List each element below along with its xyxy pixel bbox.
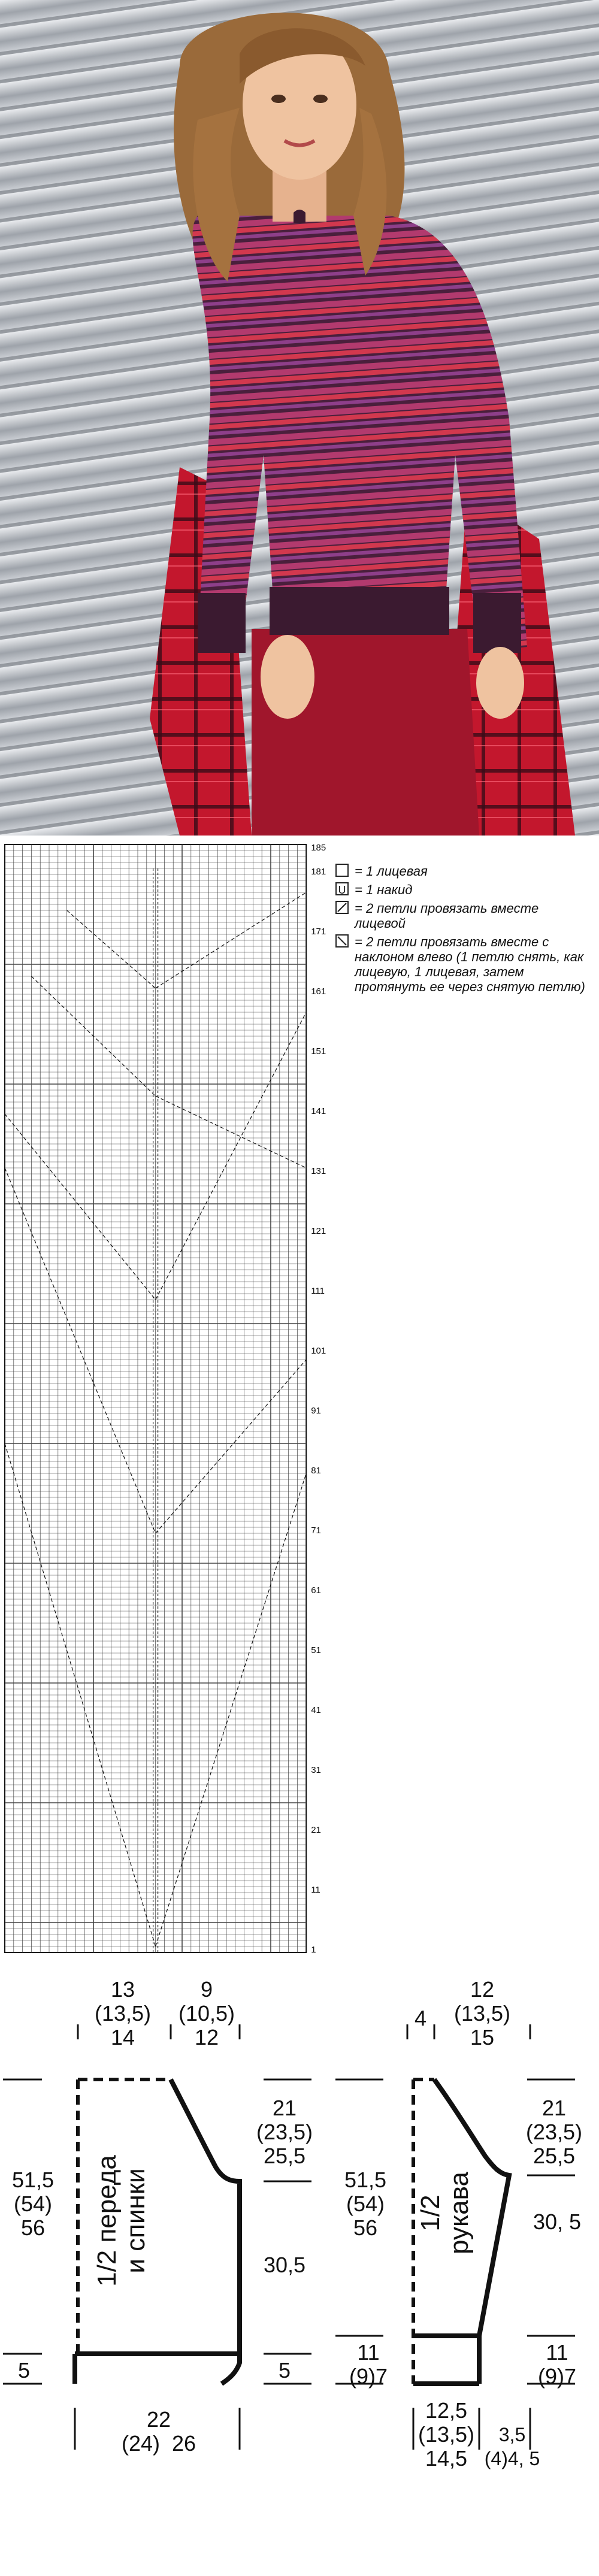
row-number-label: 101: [311, 1346, 326, 1356]
knit-stitch-symbol: [335, 864, 349, 877]
row-number-label: 31: [311, 1765, 321, 1775]
knitting-chart: [0, 839, 599, 1976]
measure-text: 26: [172, 2431, 196, 2456]
legend-text: = 1 лицевая: [355, 864, 428, 879]
measure-text: 56: [20, 2215, 46, 2240]
body-hem-left: 5: [17, 2358, 31, 2383]
measure-text: 11: [546, 2340, 568, 2365]
piece-label-text: 1/2 переда: [92, 2155, 122, 2287]
measure-text: (54): [13, 2191, 53, 2216]
measure-text: (13,5): [94, 2001, 152, 2026]
row-number-label: 131: [311, 1166, 326, 1176]
measure-text: 21: [272, 2096, 297, 2120]
row-number-label: 61: [311, 1585, 321, 1596]
row-number-label: 11: [311, 1885, 320, 1895]
measure-text: 14,5: [425, 2446, 468, 2471]
row-number-label: 81: [311, 1466, 321, 1476]
measure-text: 12,5: [425, 2398, 468, 2423]
measure-text: (23,5): [256, 2120, 313, 2144]
body-side-length: 30,5: [263, 2253, 306, 2277]
row-number-label: 181: [311, 867, 326, 877]
measure-text: 14: [110, 2025, 135, 2050]
measure-text: (13,5): [418, 2422, 475, 2447]
row-number-label: 185: [311, 843, 326, 853]
sleeve-cuff-right: [527, 2341, 587, 2389]
sleeve-bottom-width: [413, 2399, 479, 2471]
sleeve-cap-left: 4: [414, 2006, 427, 2030]
measure-text: 25,5: [533, 2144, 576, 2168]
measure-text: 12: [194, 2025, 219, 2050]
body-piece-label: [93, 2131, 153, 2311]
measure-text: 15: [470, 2025, 495, 2050]
k2tog-left-symbol: [335, 934, 349, 948]
body-top-right-width: [171, 1978, 243, 2050]
measure-text: 51,5: [11, 2168, 55, 2192]
row-number-label: 161: [311, 986, 326, 997]
row-number-label: 41: [311, 1705, 321, 1715]
body-bottom-width: [90, 2408, 228, 2456]
sleeve-piece-label: [416, 2156, 476, 2270]
legend-text: = 2 петли провязать вместе лицевой: [355, 901, 539, 931]
measure-text: (13,5): [453, 2001, 511, 2026]
measure-text: 9: [200, 1977, 213, 2002]
legend-text: = 2 петли провязать вместе с наклоном влево (1 петлю снять, как лицевую, 1 лицевая, затем протянуть ее через снятую петлю): [355, 934, 585, 994]
measure-text: (9)7: [349, 2364, 388, 2389]
sleeve-top-width: [440, 1978, 524, 2050]
measure-text: 21: [541, 2096, 567, 2120]
sleeve-bottom-right: [479, 2423, 545, 2471]
measure-text: (4)4, 5: [484, 2448, 540, 2469]
measure-text: 3,5: [498, 2424, 526, 2445]
measure-text: (23,5): [525, 2120, 583, 2144]
k2tog-right-symbol: [335, 901, 349, 914]
row-number-label: 91: [311, 1406, 321, 1416]
legend-row-knit: [335, 864, 593, 879]
measure-text: 13: [110, 1977, 135, 2002]
body-hem-right: 5: [278, 2358, 291, 2383]
piece-label-text: и спинки: [121, 2168, 150, 2274]
row-number-label: 111: [311, 1286, 325, 1296]
sleeve-total-length: [332, 2168, 398, 2240]
measure-text: 12: [470, 1977, 495, 2002]
measure-text: (10,5): [178, 2001, 235, 2026]
legend-row-yarn-over: [335, 882, 593, 897]
row-number-label: 1: [311, 1945, 316, 1955]
row-number-label: 151: [311, 1046, 326, 1057]
measure-text: (24): [121, 2431, 160, 2456]
measure-text: (9)7: [537, 2364, 577, 2389]
measure-text: 22: [146, 2407, 171, 2432]
measure-text: 11: [357, 2340, 380, 2365]
row-number-label: 171: [311, 927, 326, 937]
row-number-label: 21: [311, 1825, 321, 1835]
sleeve-cap-depth: [509, 2096, 599, 2168]
row-number-label: 121: [311, 1226, 326, 1236]
row-number-label: 71: [311, 1525, 321, 1536]
measure-text: (54): [346, 2191, 385, 2216]
piece-label-text: рукава: [444, 2172, 474, 2255]
chart-legend: [335, 864, 593, 998]
legend-text: = 1 накид: [355, 882, 413, 897]
row-number-label: 51: [311, 1645, 321, 1655]
body-armhole-depth: [240, 2096, 329, 2168]
row-number-label: 141: [311, 1106, 326, 1116]
sleeve-cuff-left: [341, 2341, 395, 2389]
schematics: [0, 1976, 599, 2575]
model-photo: [0, 0, 599, 836]
sleeve-arm-length: 30, 5: [533, 2209, 582, 2234]
legend-row-k2tog: [335, 901, 593, 931]
piece-label-text: 1/2: [416, 2194, 445, 2232]
body-total-length: [0, 2168, 66, 2240]
measure-text: 56: [353, 2215, 378, 2240]
legend-row-ssk: [335, 934, 593, 994]
yarn-over-symbol: U: [335, 882, 349, 895]
body-top-left-width: [90, 1978, 156, 2050]
measure-text: 25,5: [263, 2144, 306, 2168]
measure-text: 51,5: [344, 2168, 387, 2192]
